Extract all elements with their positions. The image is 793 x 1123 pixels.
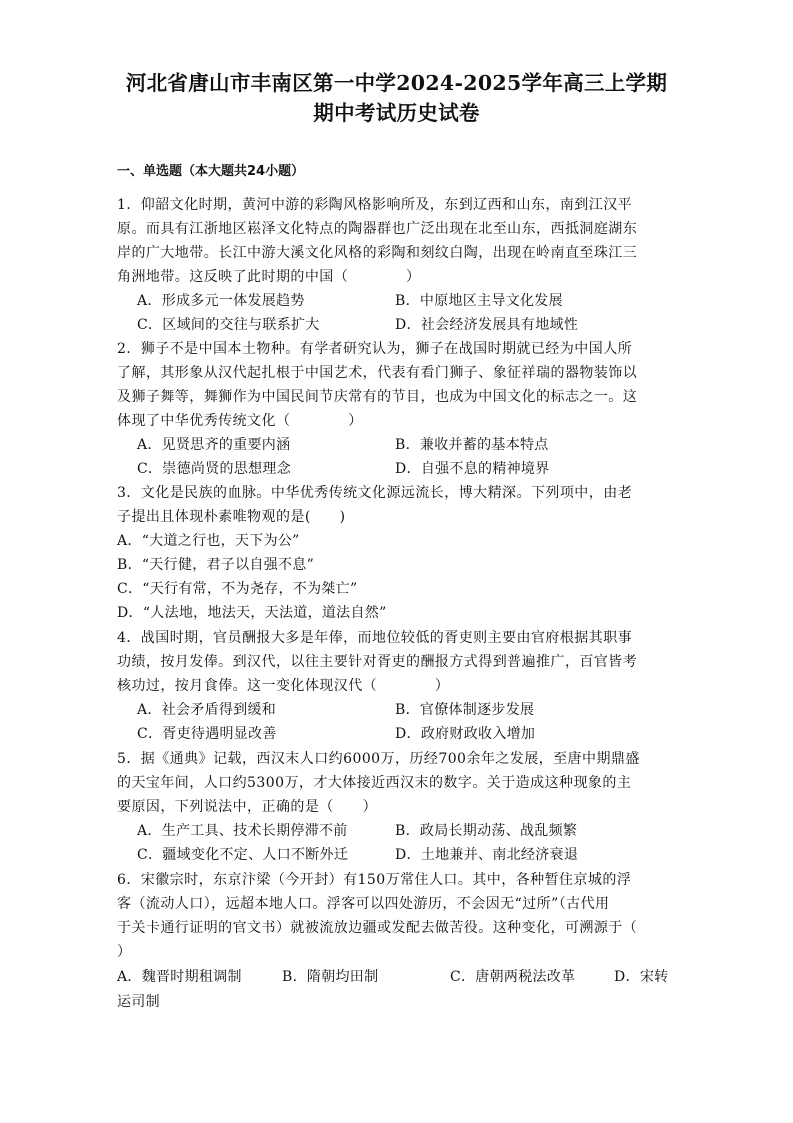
q5-option-a: A．生产工具、技术长期停滞不前 xyxy=(137,823,348,839)
q2-option-b: B．兼收并蓄的基本特点 xyxy=(395,437,549,453)
q3-option-d: D．“人法地，地法天，天法道，道法自然” xyxy=(117,605,387,621)
q6-option-c: C．唐朝两税法改革 xyxy=(450,969,576,985)
q4-option-c: C．胥吏待遇明显改善 xyxy=(137,726,277,742)
q1-option-b: B．中原地区主导文化发展 xyxy=(395,293,563,309)
q2-stem-line3: 及狮子舞等，舞狮作为中国民间节庆常有的节目，也成为中国文化的标志之一。这 xyxy=(117,389,638,405)
q5-stem-line2: 的天宝年间，人口约5300万，才大体接近西汉末的数字。关于造成这种现象的主 xyxy=(117,775,632,791)
q2-option-d: D．自强不息的精神境界 xyxy=(395,461,550,477)
q1-option-a: A．形成多元一体发展趋势 xyxy=(137,293,305,309)
q2-option-a: A．见贤思齐的重要内涵 xyxy=(137,437,291,453)
q4-stem-line2: 功绩，按月发俸。到汉代，以往主要针对胥吏的酬报方式得到普遍推广，百官皆考 xyxy=(117,654,638,670)
q4-stem-line3: 核功过，按月食俸。这一变化体现汉代（ ） xyxy=(117,678,450,694)
q4-option-b: B．官僚体制逐步发展 xyxy=(395,702,535,718)
q6-stem-line4: ） xyxy=(117,944,132,960)
q3-option-b: B．“天行健，君子以自强不息” xyxy=(117,557,315,573)
q6-option-a: A．魏晋时期租调制 xyxy=(117,969,242,985)
q1-stem-line4: 角洲地带。这反映了此时期的中国（ ） xyxy=(117,269,421,285)
q5-option-d: D．土地兼并、南北经济衰退 xyxy=(395,847,579,863)
q6-stem-line3: 于关卡通行证明的官文书）就被流放边疆或发配去做苦役。这种变化，可溯源于（ xyxy=(117,920,638,936)
q1-stem-line2: 原。而具有江浙地区崧泽文化特点的陶器群也广泛出现在北至山东，西抵洞庭湖东 xyxy=(117,221,638,237)
q4-stem-line1: 4．战国时期，官员酬报大多是年俸，而地位较低的胥吏则主要由官府根据其职事 xyxy=(117,630,633,646)
q5-stem-line1: 5．据《通典》记载，西汉末人口约6000万，历经700余年之发展，至唐中期鼎盛 xyxy=(117,751,640,767)
q4-option-d: D．政府财政收入增加 xyxy=(395,726,536,742)
q4-option-a: A．社会矛盾得到缓和 xyxy=(137,702,277,718)
q3-stem-line1: 3．文化是民族的血脉。中华优秀传统文化源远流长，博大精深。下列项中，由老 xyxy=(117,485,633,501)
q6-stem-line1: 6．宋徽宗时，东京汴梁（今开封）有150万常住人口。其中，各种暂住京城的浮 xyxy=(117,872,632,888)
q6-option-d-wrap: 运司制 xyxy=(117,994,160,1010)
q5-stem-line3: 要原因，下列说法中，正确的是（ ） xyxy=(117,799,378,815)
q3-option-a: A．“大道之行也，天下为公” xyxy=(117,533,300,549)
q6-option-b: B．隋朝均田制 xyxy=(282,969,379,985)
q2-stem-line2: 了解，其形象从汉代起扎根于中国艺术，代表有看门狮子、象征祥瑞的器物装饰以 xyxy=(117,365,638,381)
q3-stem-line2: 子提出且体现朴素唯物观的是( ) xyxy=(117,509,346,525)
q5-option-c: C．疆域变化不定、人口不断外迁 xyxy=(137,847,349,863)
q1-option-c: C．区域间的交往与联系扩大 xyxy=(137,317,320,333)
q1-stem-line1: 1．仰韶文化时期，黄河中游的彩陶风格影响所及，东到辽西和山东，南到江汉平 xyxy=(117,197,633,213)
q6-stem-line2: 客（流动人口），远超本地人口。浮客可以四处游历，不会因无“过所”（古代用 xyxy=(117,896,610,912)
q6-option-d: D．宋转 xyxy=(614,969,669,985)
q2-option-c: C．崇德尚贤的思想理念 xyxy=(137,461,292,477)
exam-title-line2: 期中考试历史试卷 xyxy=(313,101,480,125)
section-heading: 一、单选题（本大题共24小题） xyxy=(117,164,305,179)
q2-stem-line1: 2．狮子不是中国本土物种。有学者研究认为，狮子在战国时期就已经为中国人所 xyxy=(117,341,633,357)
q3-option-c: C．“天行有常，不为尧存，不为桀亡” xyxy=(117,581,358,597)
exam-title-line1: 河北省唐山市丰南区第一中学2024-2025学年高三上学期 xyxy=(125,71,668,95)
q1-option-d: D．社会经济发展具有地域性 xyxy=(395,317,579,333)
q5-option-b: B．政局长期动荡、战乱频繁 xyxy=(395,823,578,839)
q2-stem-line4: 体现了中华优秀传统文化（ ） xyxy=(117,413,363,429)
q1-stem-line3: 岸的广大地带。长江中游大溪文化风格的彩陶和刻纹白陶，出现在岭南直至珠江三 xyxy=(117,245,638,261)
